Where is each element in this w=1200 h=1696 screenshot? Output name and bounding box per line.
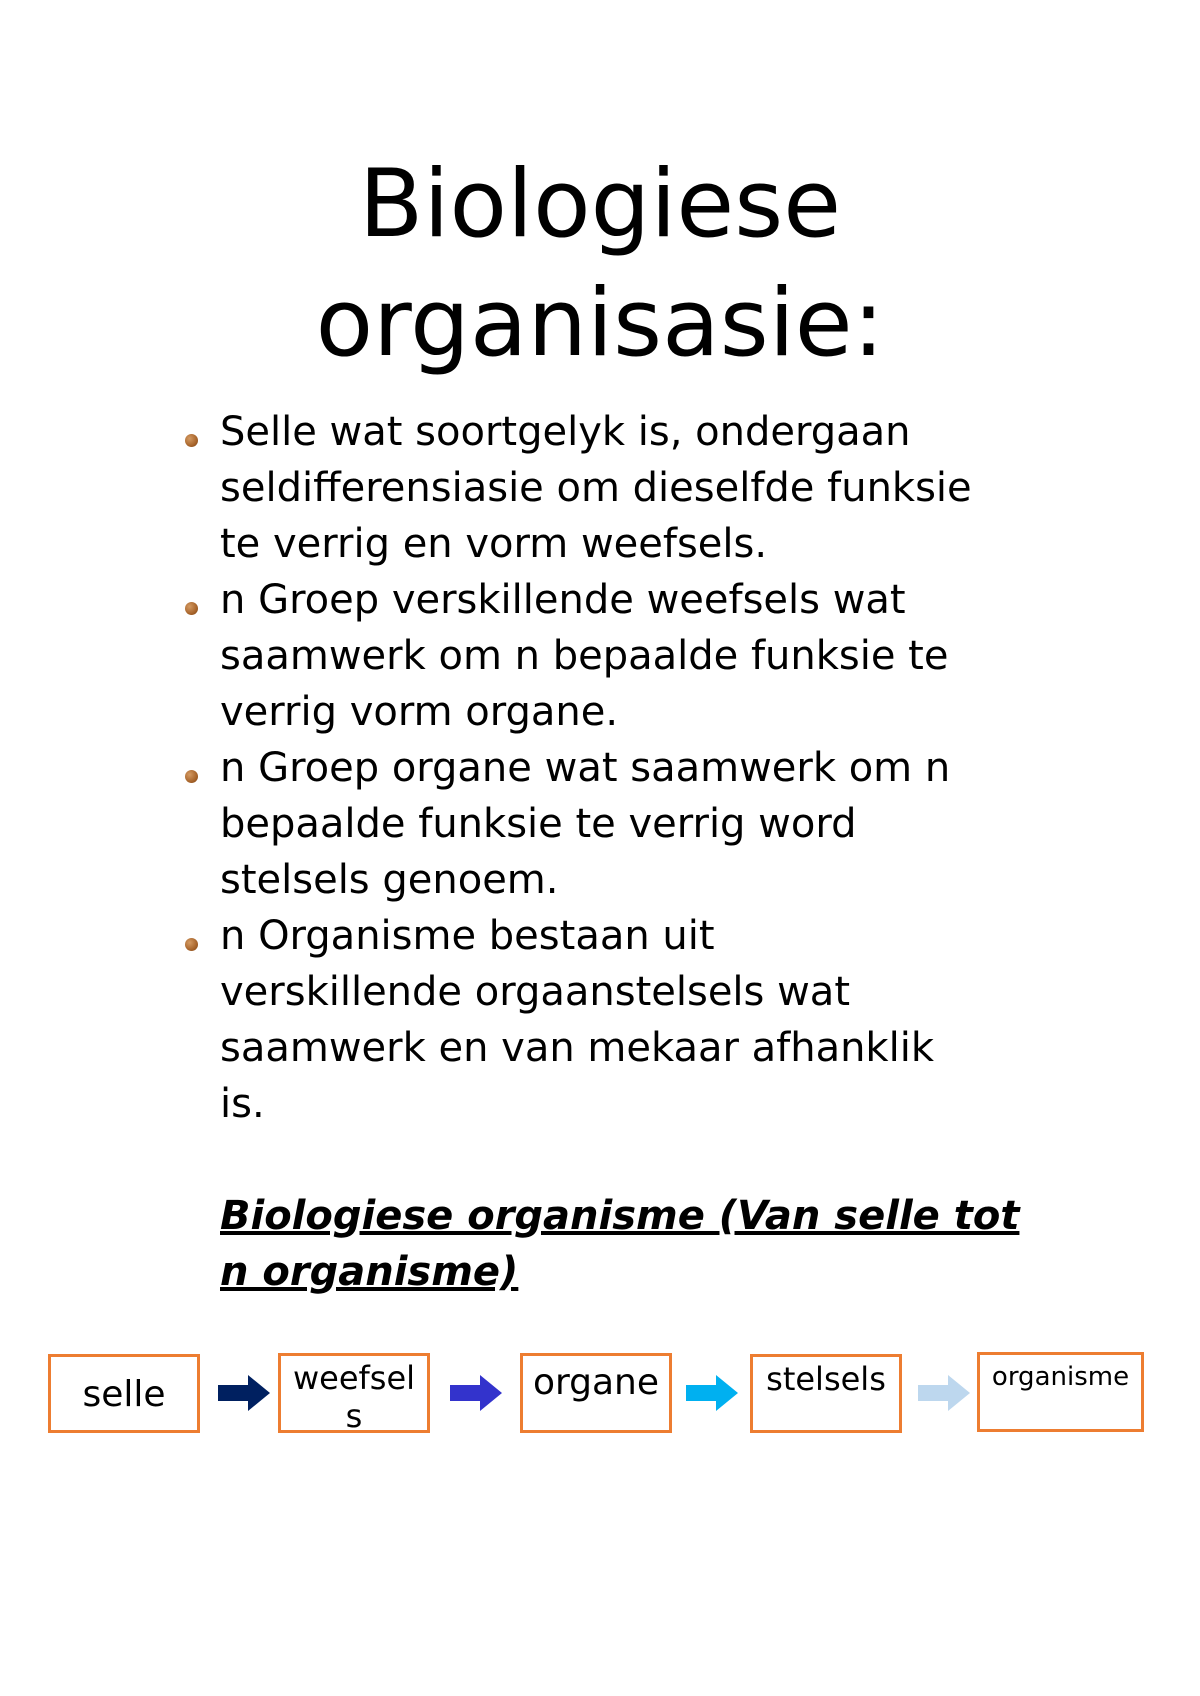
section-subheading: Biologiese organisme (Van selle tot n organisme) (220, 1193, 1020, 1295)
flow-box-label: organisme (991, 1362, 1130, 1392)
flow-box-label: selle (82, 1374, 166, 1415)
right-arrow-icon (450, 1375, 502, 1411)
flow-box-tissues (278, 1353, 430, 1433)
bullet-item-tissues: n Groep verskillende weefsels wat saamwerk om n bepaalde funksie te verrig vorm organe. (220, 577, 949, 735)
flow-box-label: weefsels (292, 1359, 416, 1433)
bullet-dot-icon (185, 602, 198, 615)
right-arrow-icon (686, 1375, 738, 1411)
flow-box-organs (520, 1353, 672, 1433)
flow-box-cells (48, 1354, 200, 1433)
right-arrow-icon (918, 1375, 970, 1411)
bullet-item-organs: n Groep organe wat saamwerk om n bepaalde funksie te verrig word stelsels genoem. (220, 745, 951, 903)
flow-box-label: organe (532, 1362, 660, 1403)
bullet-dot-icon (185, 938, 198, 951)
page-title-line-2: organisasie: (315, 269, 885, 378)
right-arrow-icon (218, 1375, 270, 1411)
bullet-dot-icon (185, 434, 198, 447)
flow-box-organism (977, 1352, 1144, 1432)
bullet-item-organism: n Organisme bestaan uit verskillende orgaanstelsels wat saamwerk en van mekaar afhanklik is. (220, 913, 934, 1127)
page-title-line-1: Biologiese (358, 150, 842, 259)
bullet-item-cells: Selle wat soortgelyk is, ondergaan seldifferensiasie om dieselfde funksie te verrig en vorm weefsels. (220, 409, 972, 567)
flow-box-label: stelsels (766, 1360, 886, 1398)
bullet-dot-icon (185, 770, 198, 783)
flow-box-systems (750, 1354, 902, 1433)
